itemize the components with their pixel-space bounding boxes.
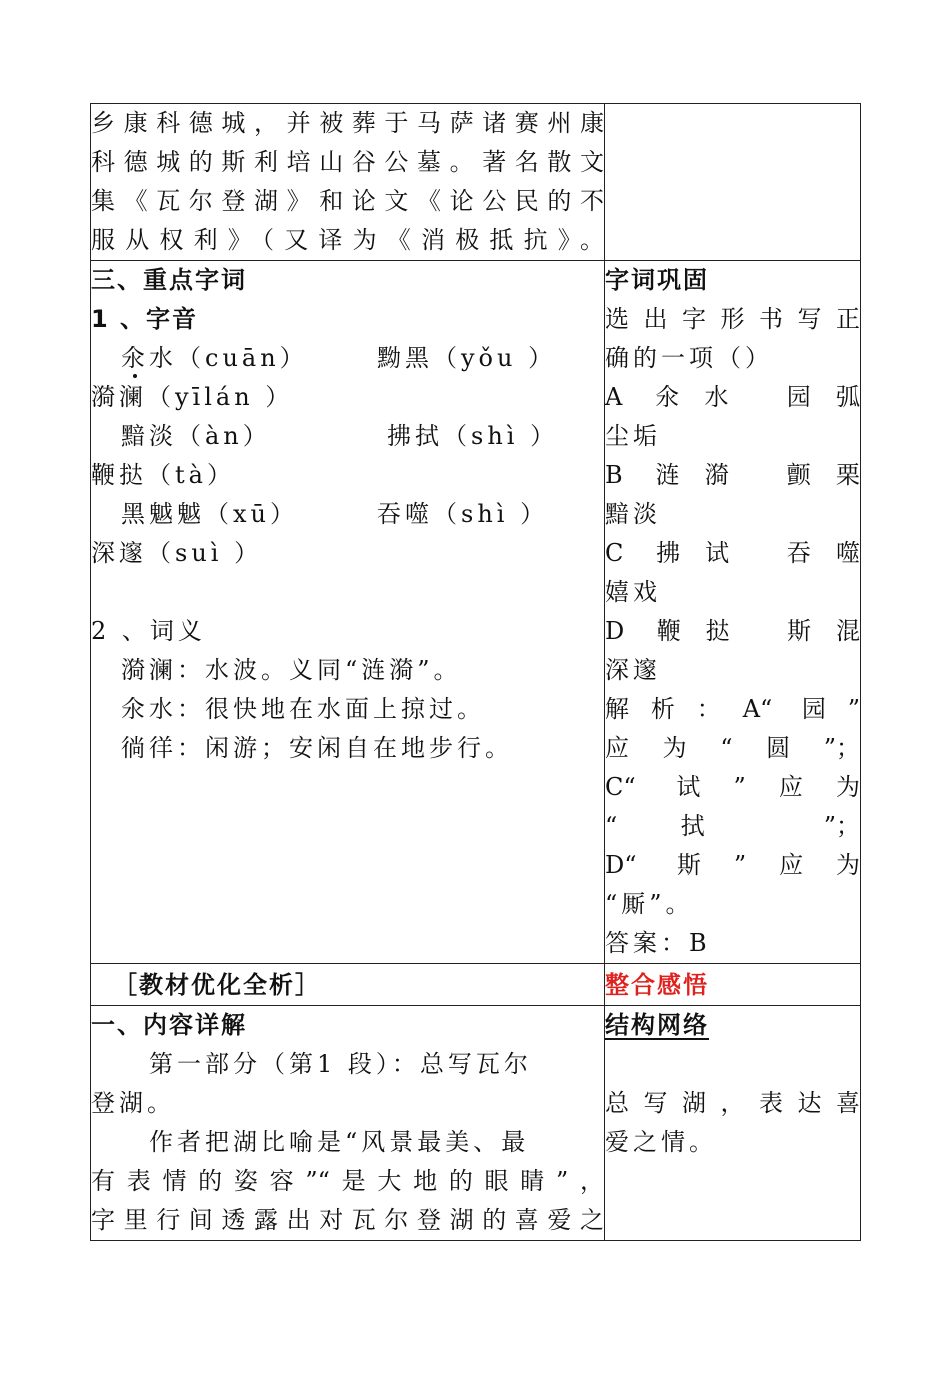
practice-line: “ 拭 ”； (605, 812, 860, 840)
document-table (90, 103, 861, 1241)
pron-item: 黝黑（yǒu ） (377, 344, 557, 372)
practice-line: 应为“圆”； (605, 734, 860, 762)
bio-line: 服从权利》（又译为《消极抵抗》。 (91, 226, 604, 254)
practice-line: D 鞭挞 斯混 (605, 617, 860, 645)
pron-item: 黯淡（àn） (121, 422, 271, 450)
textbook-analysis-header: ［教材优化全析］ (91, 964, 605, 1006)
content-line: 作者把湖比喻是“风景最美、最 (149, 1128, 530, 1156)
meaning-line: 漪澜：水波。义同“涟漪”。 (121, 656, 462, 684)
content-detail-cell (91, 1006, 605, 1241)
pron-row (91, 495, 604, 534)
meaning-line: 徜徉：闲游；安闲自在地步行。 (121, 734, 513, 762)
row-key-words (91, 261, 861, 964)
pron-item: 拂拭（shì ） (387, 422, 559, 450)
subheading-meaning: 2 、词义 (91, 617, 206, 645)
content-line: 有表情的姿容”“是大地的眼睛”， (91, 1167, 604, 1195)
word-practice-cell (605, 261, 861, 964)
emphasis-char: 氽 (121, 344, 149, 372)
content-heading: 一、内容详解 (91, 1011, 247, 1039)
pron-item: 吞噬（shì ） (377, 500, 549, 528)
spacer (91, 573, 604, 612)
row-content-detail (91, 1006, 861, 1241)
structure-line: 爱之情。 (605, 1128, 717, 1156)
content-line: 登湖。 (91, 1089, 175, 1117)
practice-line: D“ 斯”应为 (605, 851, 860, 879)
practice-line: C 拂试 吞噬 (605, 539, 860, 567)
content-line: 字里行间透露出对瓦尔登湖的喜爱之 (91, 1206, 604, 1234)
row-section-headers (91, 964, 861, 1006)
practice-line: C“ 试”应为 (605, 773, 860, 801)
subheading-pronunciation: 1 、字音 (91, 305, 199, 333)
structure-line: 总写湖，表达喜 (605, 1089, 860, 1117)
pron-item: 氽水（cuān） (121, 344, 308, 372)
pron-row: 漪澜（yīlán ） (91, 383, 294, 411)
pron-row: 鞭挞（tà） (91, 461, 235, 489)
pron-row (91, 339, 604, 378)
section-heading: 三、重点字词 (91, 266, 247, 294)
practice-heading: 字词巩固 (605, 266, 709, 294)
practice-line: 确的一项（） (605, 344, 773, 372)
integration-header: 整合感悟 (605, 964, 861, 1006)
pron-row (91, 417, 604, 456)
key-words-cell (91, 261, 605, 964)
practice-line: 解析：A“ 园” (605, 695, 860, 723)
practice-line: “厮”。 (605, 890, 694, 918)
bio-line: 乡康科德城，并被葬于马萨诸赛州康 (91, 109, 604, 137)
practice-line: A 氽水 园弧 (605, 383, 860, 411)
pron-item: 黑魆魆（xū） (121, 500, 298, 528)
bio-line: 集《瓦尔登湖》和论文《论公民的不 (91, 187, 604, 215)
meaning-line: 氽水：很快地在水面上掠过。 (121, 695, 485, 723)
row-author-bio (91, 104, 861, 261)
practice-line: 选出字形书写正 (605, 305, 860, 333)
answer-line: 答案：B (605, 929, 711, 957)
spacer (605, 1045, 860, 1084)
structure-heading: 结构网络 (605, 1011, 709, 1039)
practice-line: 嬉戏 (605, 578, 661, 606)
structure-cell (605, 1006, 861, 1241)
author-bio-cell (91, 104, 605, 261)
content-line: 第一部分（第1 段）：总写瓦尔 (149, 1050, 532, 1078)
empty-cell (605, 104, 861, 261)
practice-line: B 涟漪 颤栗 (605, 461, 860, 489)
pron-row: 深邃（suì ） (91, 539, 263, 567)
practice-line: 深邃 (605, 656, 661, 684)
practice-line: 黯淡 (605, 500, 661, 528)
practice-line: 尘垢 (605, 422, 661, 450)
bio-line: 科德城的斯利培山谷公墓。著名散文 (91, 148, 604, 176)
